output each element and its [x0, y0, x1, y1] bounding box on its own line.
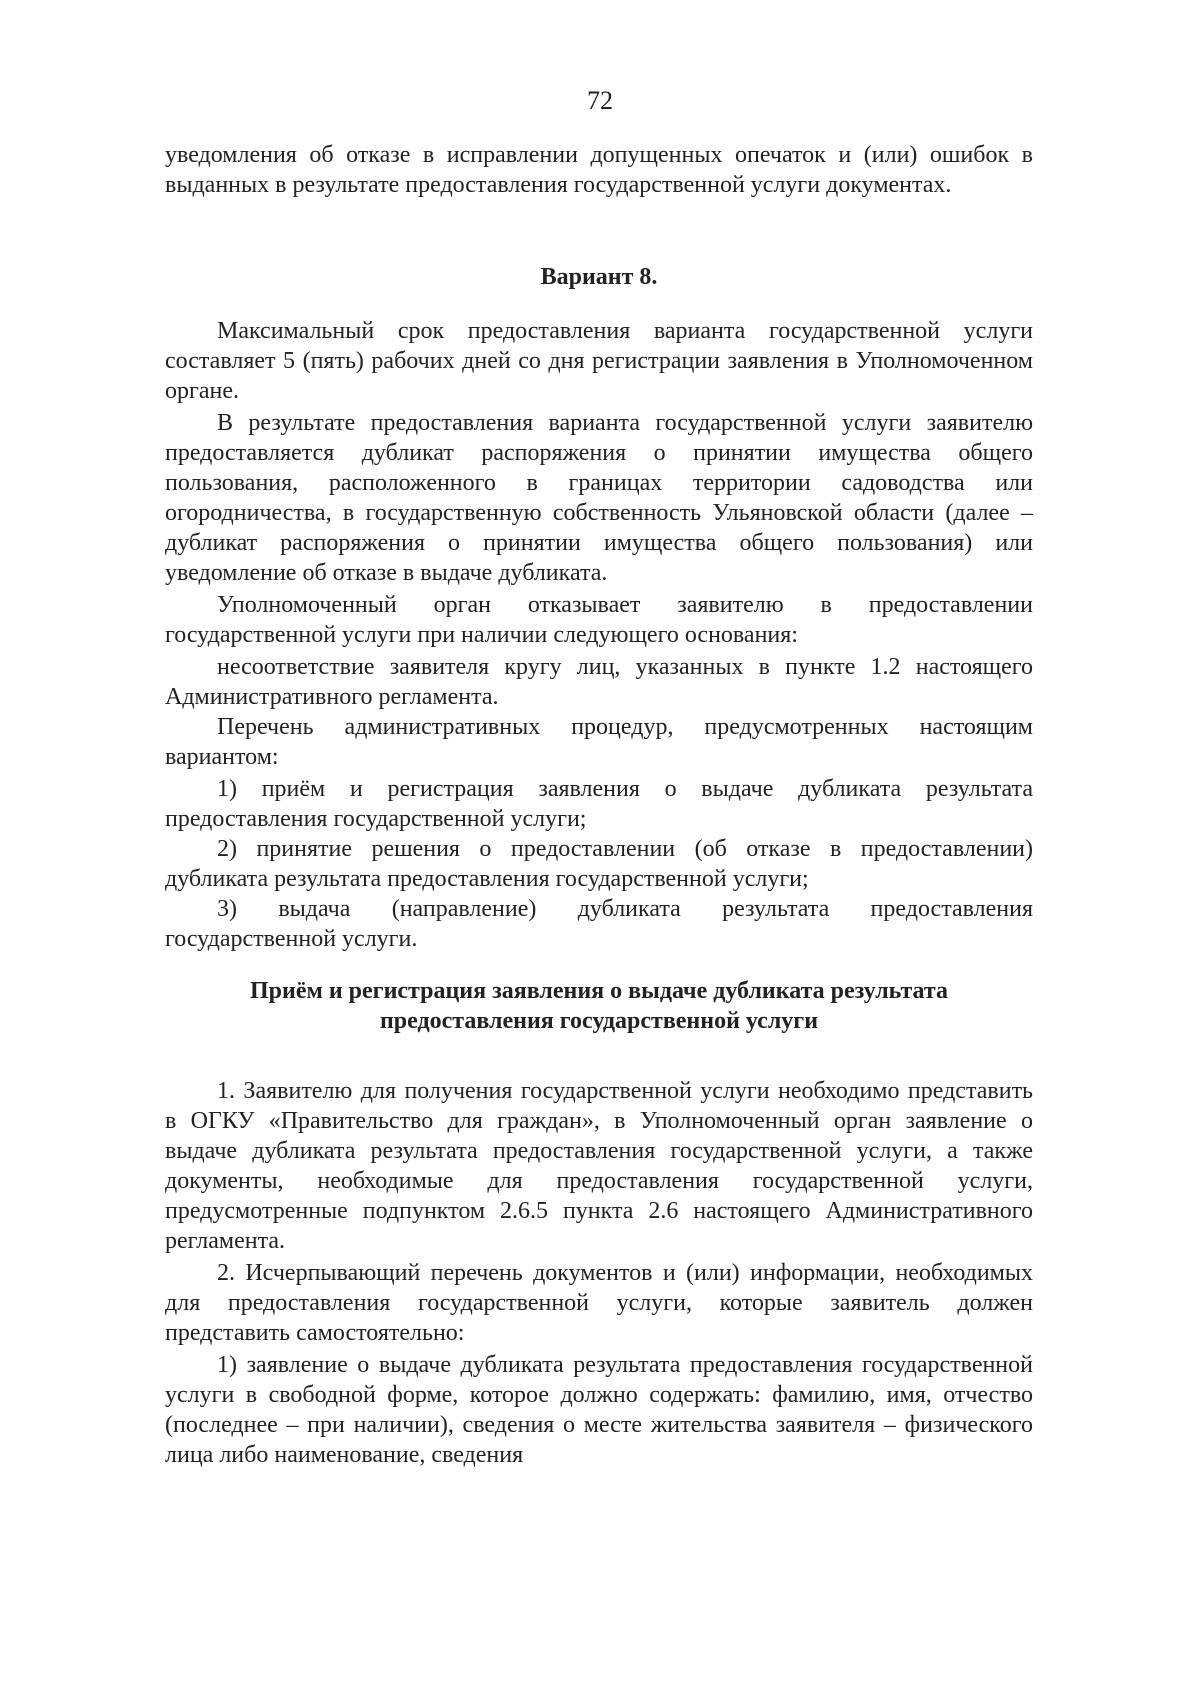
section-paragraph-2: 2. Исчерпывающий перечень документов и (или) информации, необходимых для предоставления государственной услуги, которые заявитель должен представить самостоятельно: [165, 1260, 1033, 1346]
paragraph-refusal-ground: несоответствие заявителя кругу лиц, указанных в пункте 1.2 настоящего Административного регламента. [165, 654, 1033, 710]
paragraph-result: В результате предоставления варианта государственной услуги заявителю предоставляется дубликат распоряжения о принятии имущества общего пользования, расположенного в границах территории садоводства или огородничества, в государственную собственность Ульяновской области (далее – дубликат распоряжения о принятии имущества общего пользования) или уведомление об отказе в выдаче дубликата. [165, 410, 1033, 586]
intro-paragraph: уведомления об отказе в исправлении допущенных опечаток и (или) ошибок в выданных в результате предоставления государственной услуги документах. [165, 142, 1033, 198]
section-paragraph-3: 1) заявление о выдаче дубликата результата предоставления государственной услуги в свободной форме, которое должно содержать: фамилию, имя, отчество (последнее – при наличии), сведения о месте жительства заявителя – физического лица либо наименование, сведения [165, 1352, 1033, 1468]
paragraph-refusal: Уполномоченный орган отказывает заявителю в предоставлении государственной услуги при наличии следующего основания: [165, 592, 1033, 648]
section-heading-line-2: предоставления государственной услуги [379, 1008, 819, 1034]
section-heading [165, 976, 1033, 1036]
variant-title: Вариант 8. [540, 264, 658, 290]
procedure-item-3: 3) выдача (направление) дубликата результата предоставления государственной услуги. [165, 896, 1033, 952]
procedure-item-2: 2) принятие решения о предоставлении (об отказе в предоставлении) дубликата результата предоставления государственной услуги; [165, 836, 1033, 892]
section-paragraph-1: 1. Заявителю для получения государственной услуги необходимо представить в ОГКУ «Правительство для граждан», в Уполномоченный орган заявление о выдаче дубликата результата предоставления государственной услуги, а также документы, необходимые для предоставления государственной услуги, предусмотренные подпунктом 2.6.5 пункта 2.6 настоящего Административного регламента. [165, 1078, 1033, 1254]
paragraph-procedures-intro: Перечень административных процедур, предусмотренных настоящим вариантом: [165, 714, 1033, 770]
procedure-item-1: 1) приём и регистрация заявления о выдаче дубликата результата предоставления государственной услуги; [165, 776, 1033, 832]
section-heading-line-1: Приём и регистрация заявления о выдаче дубликата результата [250, 978, 948, 1004]
paragraph-max-term: Максимальный срок предоставления варианта государственной услуги составляет 5 (пять) рабочих дней со дня регистрации заявления в Уполномоченном органе. [165, 318, 1033, 404]
page-number: 72 [587, 86, 613, 115]
